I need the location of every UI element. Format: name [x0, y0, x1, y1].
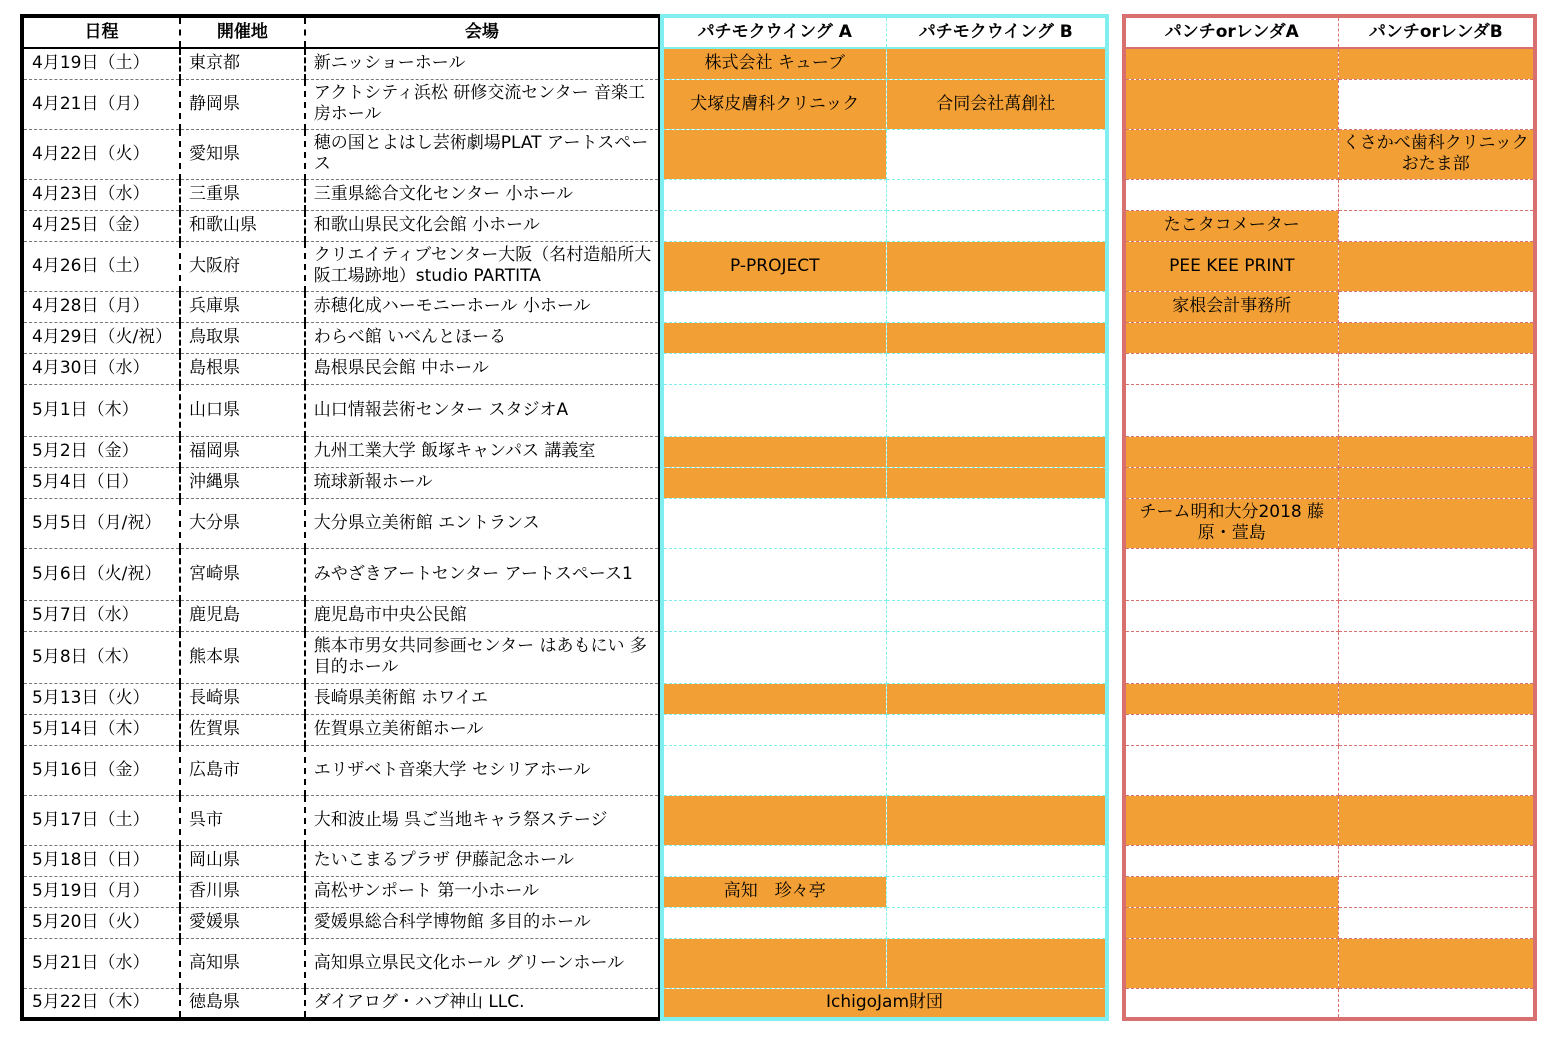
pachimoku-wing-table [660, 14, 1109, 1021]
punch-row [1124, 745, 1535, 795]
punch-row [1124, 79, 1535, 129]
date-cell: 5月2日（金） [22, 436, 180, 467]
date-cell: 5月18日（日） [22, 845, 180, 876]
pachi-b-sponsor-cell [886, 683, 1107, 714]
schedule-row [22, 714, 660, 745]
pachi-b-sponsor-cell [886, 795, 1107, 845]
date-cell: 4月29日（火/祝） [22, 322, 180, 353]
pachi-row [662, 498, 1107, 548]
venue-cell: たいこまるプラザ 伊藤記念ホール [305, 845, 660, 876]
pachi-row [662, 907, 1107, 938]
pachi-row [662, 683, 1107, 714]
place-cell: 宮崎県 [180, 548, 305, 600]
pachi-a-sponsor-cell: 高知 珍々亭 [662, 876, 886, 907]
pachi-row [662, 79, 1107, 129]
venue-cell: 高知県立県民文化ホール グリーンホール [305, 938, 660, 988]
header-pachi-b: パチモクウイング B [886, 16, 1107, 48]
pachi-b-sponsor-cell [886, 745, 1107, 795]
punch-or-render-table [1122, 14, 1537, 1021]
punch-b-sponsor-cell: くさかべ歯科クリニック おたま部 [1342, 133, 1529, 174]
pachi-row [662, 291, 1107, 322]
place-cell: 広島市 [180, 745, 305, 795]
punch-row [1124, 795, 1535, 845]
schedule-row [22, 179, 660, 210]
venue-cell: 高松サンポート 第一小ホール [305, 876, 660, 907]
schedule-row [22, 79, 660, 129]
pachi-a-sponsor-cell [662, 795, 886, 845]
pachi-row [662, 938, 1107, 988]
schedule-row [22, 548, 660, 600]
pachi-b-sponsor-cell [886, 384, 1107, 436]
punch-row [1124, 498, 1535, 548]
venue-cell: みやざきアートセンター アートスペース1 [305, 548, 660, 600]
pachi-a-sponsor-cell [662, 467, 886, 498]
pachi-row [662, 129, 1107, 179]
place-cell: 鹿児島 [180, 600, 305, 631]
place-cell: 兵庫県 [180, 291, 305, 322]
place-cell: 島根県 [180, 353, 305, 384]
punch-a-sponsor-cell: たこタコメーター [1163, 215, 1300, 235]
venue-cell: アクトシティ浜松 研修交流センター 音楽工房ホール [305, 79, 660, 129]
schedule-row [22, 795, 660, 845]
punch-row [1124, 845, 1535, 876]
place-cell: 佐賀県 [180, 714, 305, 745]
punch-row [1124, 548, 1535, 600]
punch-row [1124, 48, 1535, 79]
place-cell: 長崎県 [180, 683, 305, 714]
place-cell: 沖縄県 [180, 467, 305, 498]
pachi-row [662, 876, 1107, 907]
schedule-info-table [20, 14, 662, 1021]
venue-cell: 長崎県美術館 ホワイエ [305, 683, 660, 714]
place-cell: 静岡県 [180, 79, 305, 129]
punch-row [1124, 938, 1535, 988]
pachi-b-sponsor-cell [886, 600, 1107, 631]
date-cell: 5月5日（月/祝） [22, 498, 180, 548]
venue-cell: 琉球新報ホール [305, 467, 660, 498]
pachi-b-sponsor-cell [886, 436, 1107, 467]
schedule-row [22, 322, 660, 353]
punch-row [1124, 467, 1535, 498]
pachi-row [662, 467, 1107, 498]
pachi-b-sponsor-cell [886, 907, 1107, 938]
punch-row [1124, 876, 1535, 907]
schedule-row [22, 876, 660, 907]
pachi-b-sponsor-cell [886, 291, 1107, 322]
pachi-row [662, 384, 1107, 436]
pachi-a-sponsor-cell [662, 179, 886, 210]
pachi-a-sponsor-cell [662, 938, 886, 988]
date-cell: 4月21日（月） [22, 79, 180, 129]
venue-cell: 山口情報芸術センター スタジオA [305, 384, 660, 436]
date-cell: 5月22日（木） [22, 988, 180, 1019]
schedule-row [22, 48, 660, 79]
pachi-b-sponsor-cell [886, 241, 1107, 291]
date-cell: 4月19日（土） [22, 48, 180, 79]
date-cell: 5月1日（木） [22, 384, 180, 436]
punch-row [1124, 353, 1535, 384]
date-cell: 5月14日（木） [22, 714, 180, 745]
date-cell: 5月16日（金） [22, 745, 180, 795]
place-cell: 香川県 [180, 876, 305, 907]
pachi-row [662, 988, 1107, 1019]
pachi-row [662, 353, 1107, 384]
venue-cell: 愛媛県総合科学博物館 多目的ホール [305, 907, 660, 938]
venue-cell: 穂の国とよはし芸術劇場PLAT アートスペース [305, 129, 660, 179]
punch-a-sponsor-cell: 家根会計事務所 [1172, 296, 1292, 316]
pachi-a-sponsor-cell [662, 210, 886, 241]
pachi-a-sponsor-cell: 株式会社 キューブ [662, 48, 886, 79]
header-venue: 会場 [305, 16, 660, 48]
punch-row [1124, 988, 1535, 1019]
pachi-b-sponsor-cell [886, 714, 1107, 745]
punch-row [1124, 907, 1535, 938]
venue-cell: 三重県総合文化センター 小ホール [305, 179, 660, 210]
pachi-a-sponsor-cell [662, 745, 886, 795]
pachi-row [662, 548, 1107, 600]
punch-a-sponsor-cell: チーム明和大分2018 藤原・萱島 [1139, 502, 1325, 543]
pachi-row [662, 795, 1107, 845]
punch-row [1124, 322, 1535, 353]
date-cell: 4月30日（水） [22, 353, 180, 384]
pachi-b-sponsor-cell: 合同会社萬創社 [886, 79, 1107, 129]
header-punch-b: パンチorレンダB [1338, 16, 1535, 48]
schedule-row [22, 353, 660, 384]
punch-row [1124, 631, 1535, 683]
venue-cell: 鹿児島市中央公民館 [305, 600, 660, 631]
venue-cell: 大和波止場 呉ご当地キャラ祭ステージ [305, 795, 660, 845]
pachi-b-sponsor-cell [886, 631, 1107, 683]
schedule-row [22, 745, 660, 795]
place-cell: 山口県 [180, 384, 305, 436]
pachi-a-sponsor-cell [662, 384, 886, 436]
schedule-row [22, 683, 660, 714]
pachi-a-sponsor-cell [662, 322, 886, 353]
schedule-row [22, 845, 660, 876]
pachi-row [662, 845, 1107, 876]
place-cell: 大阪府 [180, 241, 305, 291]
schedule-row [22, 907, 660, 938]
date-cell: 4月22日（火） [22, 129, 180, 179]
pachi-row [662, 436, 1107, 467]
pachi-a-sponsor-cell: P-PROJECT [662, 241, 886, 291]
pachi-b-sponsor-cell [886, 129, 1107, 179]
date-cell: 5月8日（木） [22, 631, 180, 683]
place-cell: 福岡県 [180, 436, 305, 467]
date-cell: 5月20日（火） [22, 907, 180, 938]
venue-cell: 九州工業大学 飯塚キャンパス 講義室 [305, 436, 660, 467]
pachi-a-sponsor-cell [662, 600, 886, 631]
pachi-a-sponsor-cell [662, 436, 886, 467]
venue-cell: 新ニッショーホール [305, 48, 660, 79]
header-date: 日程 [22, 16, 180, 48]
punch-row [1124, 291, 1535, 322]
pachi-row [662, 600, 1107, 631]
schedule-row [22, 129, 660, 179]
venue-cell: 島根県民会館 中ホール [305, 353, 660, 384]
pachi-a-sponsor-cell [662, 714, 886, 745]
schedule-row [22, 988, 660, 1019]
pachi-b-sponsor-cell [886, 467, 1107, 498]
date-cell: 4月28日（月） [22, 291, 180, 322]
punch-row [1124, 129, 1535, 179]
pachi-row [662, 179, 1107, 210]
schedule-row [22, 600, 660, 631]
schedule-row [22, 241, 660, 291]
place-cell: 三重県 [180, 179, 305, 210]
place-cell: 熊本県 [180, 631, 305, 683]
place-cell: 徳島県 [180, 988, 305, 1019]
place-cell: 愛媛県 [180, 907, 305, 938]
pachi-b-sponsor-cell [886, 322, 1107, 353]
pachi-a-sponsor-cell [662, 845, 886, 876]
punch-row [1124, 436, 1535, 467]
venue-cell: 大分県立美術館 エントランス [305, 498, 660, 548]
venue-cell: 赤穂化成ハーモニーホール 小ホール [305, 291, 660, 322]
date-cell: 5月7日（水） [22, 600, 180, 631]
punch-row [1124, 714, 1535, 745]
date-cell: 5月21日（水） [22, 938, 180, 988]
pachi-row [662, 714, 1107, 745]
pachi-a-sponsor-cell: 犬塚皮膚科クリニック [662, 79, 886, 129]
pachi-row [662, 241, 1107, 291]
pachi-a-sponsor-cell [662, 548, 886, 600]
venue-cell: エリザベト音楽大学 セシリアホール [305, 745, 660, 795]
pachi-a-sponsor-cell [662, 291, 886, 322]
pachi-b-sponsor-cell [886, 548, 1107, 600]
schedule-row [22, 436, 660, 467]
header-pachi-a: パチモクウイング A [662, 16, 886, 48]
place-cell: 鳥取県 [180, 322, 305, 353]
punch-a-sponsor-cell: PEE KEE PRINT [1169, 255, 1295, 276]
date-cell: 5月4日（日） [22, 467, 180, 498]
punch-row [1124, 600, 1535, 631]
venue-cell: ダイアログ・ハブ神山 LLC. [305, 988, 660, 1019]
venue-cell: わらべ館 いべんとほーる [305, 322, 660, 353]
pachi-row [662, 745, 1107, 795]
punch-row [1124, 210, 1535, 241]
punch-row [1124, 384, 1535, 436]
pachi-a-sponsor-cell [662, 683, 886, 714]
pachi-a-sponsor-cell [662, 907, 886, 938]
place-cell: 呉市 [180, 795, 305, 845]
schedule-row [22, 467, 660, 498]
pachi-b-sponsor-cell [886, 938, 1107, 988]
date-cell: 4月26日（土） [22, 241, 180, 291]
pachi-row [662, 322, 1107, 353]
pachi-row [662, 210, 1107, 241]
place-cell: 岡山県 [180, 845, 305, 876]
pachi-b-sponsor-cell [886, 353, 1107, 384]
pachi-b-sponsor-cell [886, 845, 1107, 876]
pachi-row [662, 631, 1107, 683]
venue-cell: 和歌山県民文化会館 小ホール [305, 210, 660, 241]
punch-row [1124, 683, 1535, 714]
place-cell: 愛知県 [180, 129, 305, 179]
date-cell: 4月25日（金） [22, 210, 180, 241]
pachi-b-sponsor-cell [886, 179, 1107, 210]
pachi-a-sponsor-cell [662, 631, 886, 683]
venue-cell: クリエイティブセンター大阪（名村造船所大阪工場跡地）studio PARTITA [305, 241, 660, 291]
date-cell: 5月17日（土） [22, 795, 180, 845]
pachi-a-sponsor-cell [662, 129, 886, 179]
pachi-b-sponsor-cell [886, 498, 1107, 548]
date-cell: 5月19日（月） [22, 876, 180, 907]
place-cell: 高知県 [180, 938, 305, 988]
schedule-row [22, 291, 660, 322]
schedule-row [22, 938, 660, 988]
schedule-row [22, 498, 660, 548]
pachi-b-sponsor-cell [886, 48, 1107, 79]
header-place: 開催地 [180, 16, 305, 48]
place-cell: 和歌山県 [180, 210, 305, 241]
schedule-row [22, 210, 660, 241]
pachi-b-sponsor-cell [886, 210, 1107, 241]
place-cell: 大分県 [180, 498, 305, 548]
schedule-row [22, 631, 660, 683]
date-cell: 5月6日（火/祝） [22, 548, 180, 600]
header-punch-a: パンチorレンダA [1124, 16, 1338, 48]
punch-row [1124, 179, 1535, 210]
date-cell: 4月23日（水） [22, 179, 180, 210]
punch-row [1124, 241, 1535, 291]
venue-cell: 熊本市男女共同参画センター はあもにい 多目的ホール [305, 631, 660, 683]
venue-cell: 佐賀県立美術館ホール [305, 714, 660, 745]
pachi-a-sponsor-cell [662, 353, 886, 384]
pachi-b-sponsor-cell [886, 876, 1107, 907]
date-cell: 5月13日（火） [22, 683, 180, 714]
schedule-row [22, 384, 660, 436]
pachi-a-sponsor-cell [662, 498, 886, 548]
pachi-sponsor-cell: IchigoJam財団 [662, 988, 1107, 1019]
pachi-row [662, 48, 1107, 79]
place-cell: 東京都 [180, 48, 305, 79]
